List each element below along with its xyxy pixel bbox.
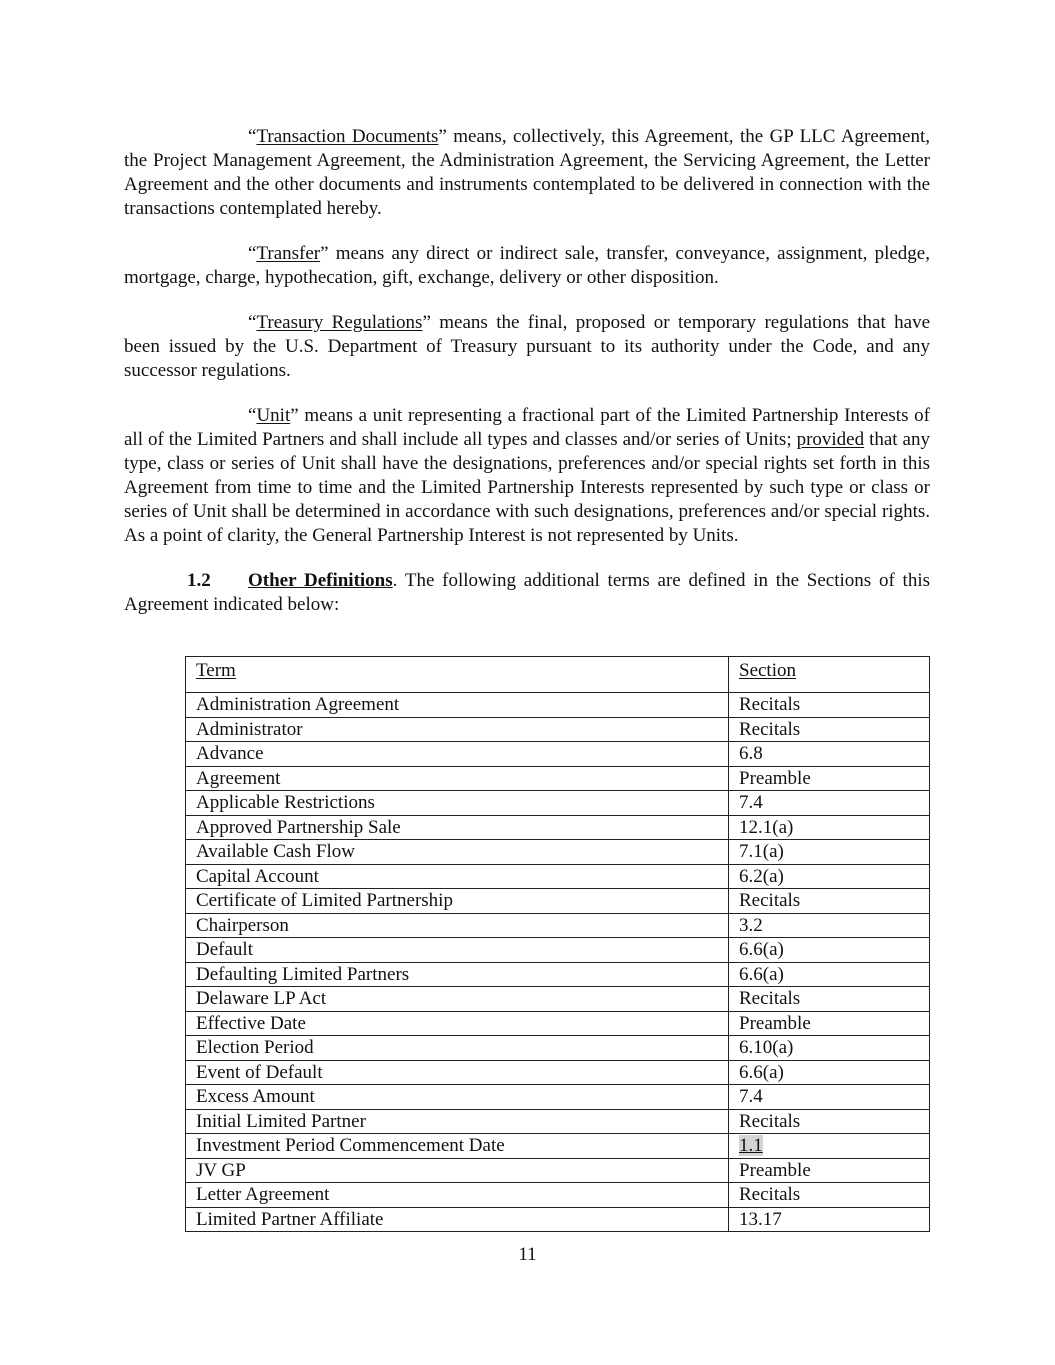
term-cell: Default [186,938,729,963]
section-cell: Preamble [729,766,930,791]
table-row [186,766,930,791]
table-row [186,987,930,1012]
section-intro-text: . The following additional terms are defined in the Sections of this Agreement indicated below: [124,570,931,615]
term-cell: Excess Amount [186,1085,729,1110]
term-cell: Investment Period Commencement Date [186,1134,729,1159]
section-cell: 6.10(a) [729,1036,930,1061]
definition-treasury-regulations: “Treasury Regulations” means the final, proposed or temporary regulations that have been issued by the U.S. Department of Treasury pursuant to its authority under the Code, and any successor regulations. [124,312,931,381]
table-row [186,962,930,987]
term-cell: Delaware LP Act [186,987,729,1012]
table-row [186,1109,930,1134]
term-cell: Defaulting Limited Partners [186,962,729,987]
column-header-term: Term [186,657,729,693]
term-cell: Effective Date [186,1011,729,1036]
table-row [186,693,930,718]
section-cell: Recitals [729,693,930,718]
document-page [124,125,930,617]
term-cell: Certificate of Limited Partnership [186,889,729,914]
section-cell: 7.4 [729,791,930,816]
section-cell: Recitals [729,889,930,914]
table-row [186,1134,930,1159]
section-cell: Preamble [729,1158,930,1183]
section-cell: 6.2(a) [729,864,930,889]
section-cell: 7.4 [729,1085,930,1110]
term-cell: Capital Account [186,864,729,889]
term-cell: Chairperson [186,913,729,938]
page-number: 11 [518,1244,537,1265]
definition-transfer: “Transfer” means any direct or indirect sale, transfer, conveyance, assignment, pledge, mortgage, charge, hypothecation, gift, exchange, delivery or other disposition. [124,243,930,288]
term-cell: Administrator [186,717,729,742]
section-1-2-heading [124,569,930,617]
table-row [186,1011,930,1036]
section-cell: 7.1(a) [729,840,930,865]
term-cell: Advance [186,742,729,767]
term-cell: Administration Agreement [186,693,729,718]
defined-term: Transaction Documents [256,126,439,147]
definition-unit: “Unit” means a unit representing a fractional part of the Limited Partnership Interests of all of the Limited Partners and shall include all types and classes and/or series of Units; provided that any type, class or series of Unit shall have the designations, preferences and/or special rights set forth in this Agreement from time to time and the Limited Partnership Interests represented by such type or class or series of Unit shall be determined in accordance with such designations, preferences and/or special rights. As a point of clarity, the General Partnership Interest is not represented by Units. [124,405,930,546]
section-cell: Recitals [729,1183,930,1208]
section-number: 1.2 [187,570,211,591]
table-row [186,1085,930,1110]
column-header-section: Section [729,657,930,693]
term-cell: Available Cash Flow [186,840,729,865]
section-cell: 6.6(a) [729,938,930,963]
section-cell: Recitals [729,717,930,742]
section-cell: 6.8 [729,742,930,767]
section-cell: 6.6(a) [729,1060,930,1085]
section-title: Other Definitions [248,570,393,591]
term-cell: Initial Limited Partner [186,1109,729,1134]
section-cell: 13.17 [729,1207,930,1232]
section-cell: 12.1(a) [729,815,930,840]
section-cell: 3.2 [729,913,930,938]
definition-text: that any type, class or series of Unit shall have the designations, preferences and/or special rights set forth in this Agreement from time to time and the Limited Partnership Interests represented by such type or class or series of Unit shall be determined in accordance with such designations, preferences and/or special rights. As a point of clarity, the General Partnership Interest is not represented by Units. [124,429,930,546]
table-row [186,864,930,889]
definition-transaction-documents: “Transaction Documents” means, collectively, this Agreement, the GP LLC Agreement, the Project Management Agreement, the Administration Agreement, the Servicing Agreement, the Letter Agreement and the other documents and instruments contemplated to be delivered in connection with the transactions contemplated hereby. [124,126,930,219]
table-row [186,1060,930,1085]
term-cell: Approved Partnership Sale [186,815,729,840]
table-row [186,1158,930,1183]
term-cell: Applicable Restrictions [186,791,729,816]
term-cell: Agreement [186,766,729,791]
table-row [186,938,930,963]
table-row [186,815,930,840]
table-row [186,1036,930,1061]
term-cell: Limited Partner Affiliate [186,1207,729,1232]
section-cell: Recitals [729,1109,930,1134]
term-cell: JV GP [186,1158,729,1183]
table-row [186,889,930,914]
table-row [186,1207,930,1232]
defined-term: Transfer [256,243,321,264]
definition-text: ” means, collectively, this Agreement, the GP LLC Agreement, the Project Management Agreement, the Administration Agreement, the Servicing Agreement, the Letter Agreement and the other documents and instruments contemplated to be delivered in connection with the transactions contemplated hereby. [124,126,930,219]
section-cross-reference-link[interactable]: 1.1 [739,1135,763,1156]
table-row [186,791,930,816]
table-row [186,742,930,767]
term-cell: Event of Default [186,1060,729,1085]
section-cell: Recitals [729,987,930,1012]
section-cell: Preamble [729,1011,930,1036]
term-cell: Election Period [186,1036,729,1061]
definition-text: ” means any direct or indirect sale, transfer, conveyance, assignment, pledge, mortgage, charge, hypothecation, gift, exchange, delivery or other disposition. [124,243,930,288]
table-row [186,1183,930,1208]
table-row [186,913,930,938]
table-row [186,840,930,865]
table-header-row [186,657,930,693]
section-cell: 6.6(a) [729,962,930,987]
term-cell: Letter Agreement [186,1183,729,1208]
section-cell [729,1134,930,1159]
definitions-table [185,656,930,1232]
definition-text: ” means a unit representing a fractional part of the Limited Partnership Interests of all of the Limited Partners and shall include all types and classes and/or series of Units; [124,405,930,450]
definition-text: ” means the final, proposed or temporary regulations that have been issued by the U.S. Department of Treasury pursuant to its authority under the Code, and any successor regulations. [124,312,931,381]
defined-term: Unit [256,405,291,426]
proviso-term: provided [796,429,865,450]
defined-term: Treasury Regulations [256,312,423,333]
table-row [186,717,930,742]
